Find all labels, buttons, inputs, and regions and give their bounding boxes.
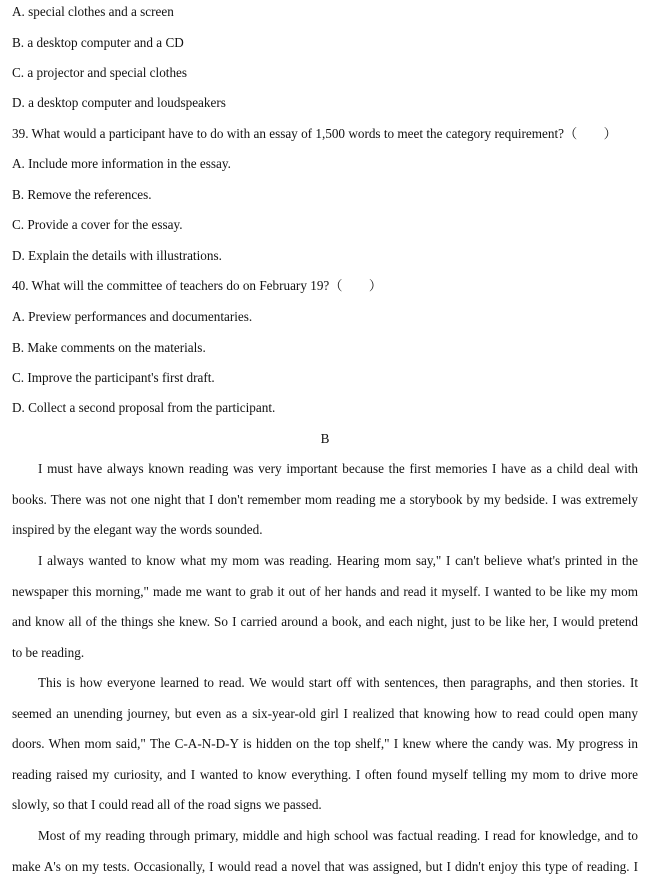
paragraph-3-line-3: doors. When mom said," The C-A-N-D-Y is hidden on the top shelf," I knew where the candy was. My progress in [12, 736, 638, 751]
paragraph-2-line-4: to be reading. [12, 645, 85, 660]
paragraph-4-line-1: Most of my reading through primary, middle and high school was factual reading. I read for knowledge, and to [38, 828, 638, 843]
option-39-b: B. Remove the references. [12, 187, 152, 202]
option-38-a: A. special clothes and a screen [12, 4, 174, 19]
option-38-b: B. a desktop computer and a CD [12, 35, 184, 50]
paragraph-2-line-2: newspaper this morning," made me want to grab it out of her hands and read it myself. I wanted to be like my mom [12, 584, 638, 599]
option-38-d: D. a desktop computer and loudspeakers [12, 95, 226, 110]
option-40-a: A. Preview performances and documentaries. [12, 309, 253, 324]
paragraph-1-line-2: books. There was not one night that I don't remember mom reading me a storybook by my bedside. I was extremely [12, 492, 638, 507]
option-39-d: D. Explain the details with illustrations. [12, 248, 222, 263]
option-38-c: C. a projector and special clothes [12, 65, 188, 80]
option-40-d: D. Collect a second proposal from the participant. [12, 400, 276, 415]
option-40-c: C. Improve the participant's first draft. [12, 370, 215, 385]
question-40: 40. What will the committee of teachers do on February 19?（ ） [12, 278, 383, 293]
paragraph-3-line-2: seemed an unending journey, but even as a six-year-old girl I realized that knowing how to read could open many [12, 706, 638, 721]
paragraph-4-line-2: make A's on my tests. Occasionally, I would read a novel that was assigned, but I didn't enjoy this type of reading. I [12, 859, 638, 874]
paragraph-1-line-3: inspired by the elegant way the words sounded. [12, 522, 263, 537]
option-39-a: A. Include more information in the essay. [12, 156, 231, 171]
section-title: B [320, 431, 330, 446]
option-40-b: B. Make comments on the materials. [12, 340, 206, 355]
paragraph-3-line-1: This is how everyone learned to read. We would start off with sentences, then paragraphs, and then stories. It [38, 675, 638, 690]
paragraph-3-line-4: reading raised my curiosity, and I wanted to know everything. I often found myself telling my mom to drive more [12, 767, 638, 782]
paragraph-2-line-1: I always wanted to know what my mom was reading. Hearing mom say," I can't believe what's printed in the [38, 553, 638, 568]
option-39-c: C. Provide a cover for the essay. [12, 217, 183, 232]
paragraph-2-line-3: and know all of the things she knew. So I carried around a book, and each night, just to be like her, I would pretend [12, 614, 638, 629]
paragraph-3-line-5: slowly, so that I could read all of the road signs we passed. [12, 797, 322, 812]
paragraph-1-line-1: I must have always known reading was very important because the first memories I have as a child deal with [38, 461, 638, 476]
question-39: 39. What would a participant have to do with an essay of 1,500 words to meet the category requirement?（ ） [12, 126, 617, 141]
